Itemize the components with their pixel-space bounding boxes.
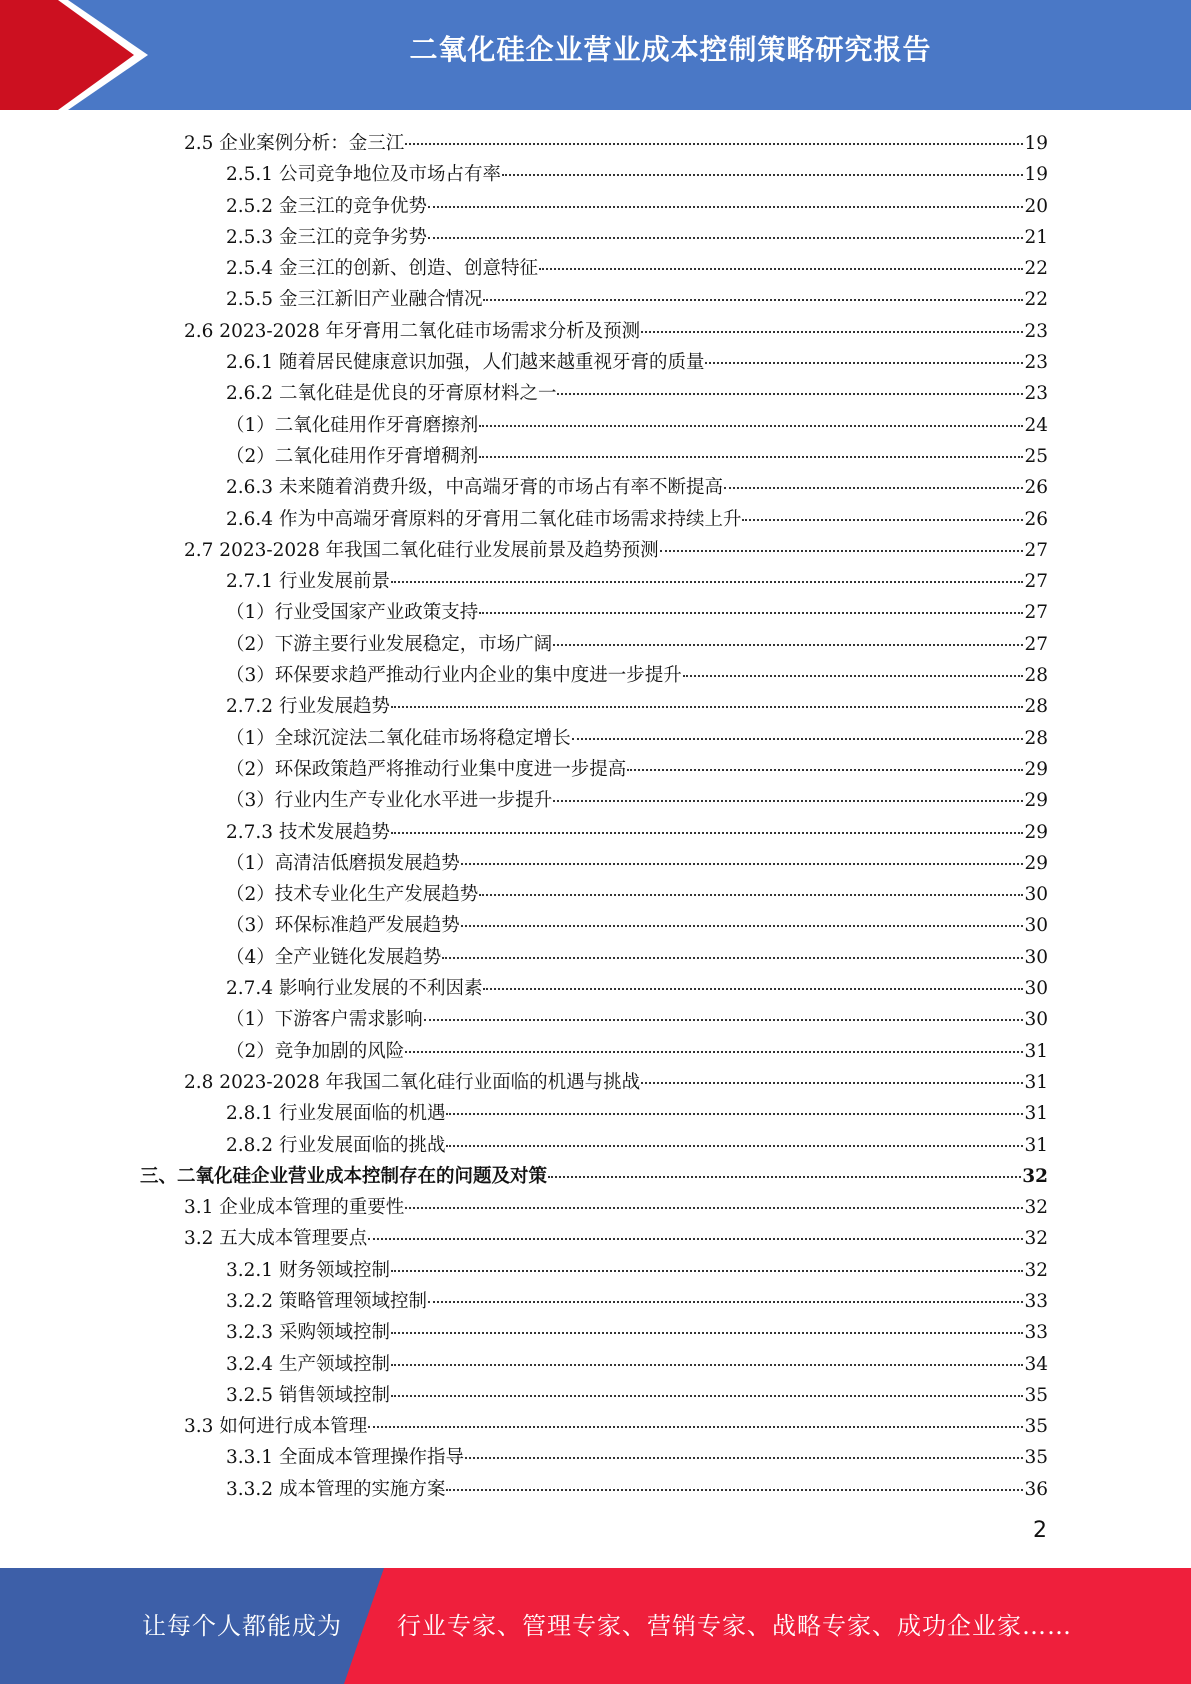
toc-leader-dots bbox=[391, 1332, 1023, 1334]
toc-leader-dots bbox=[483, 299, 1023, 301]
toc-entry-page: 27 bbox=[1024, 571, 1048, 593]
toc-leader-dots bbox=[705, 362, 1023, 364]
toc-leader-dots bbox=[461, 925, 1024, 927]
toc-entry[interactable] bbox=[140, 253, 1048, 284]
toc-entry-label: （1）全球沉淀法二氧化硅市场将稳定增长 bbox=[226, 727, 571, 749]
toc-entry-label: 3.3 如何进行成本管理 bbox=[184, 1416, 368, 1438]
toc-entry[interactable] bbox=[140, 191, 1048, 222]
toc-entry[interactable] bbox=[140, 848, 1048, 879]
toc-entry[interactable] bbox=[140, 879, 1048, 910]
table-of-contents bbox=[140, 128, 1048, 1505]
toc-leader-dots bbox=[479, 456, 1023, 458]
toc-entry-label: 2.7 2023-2028 年我国二氧化硅行业发展前景及趋势预测 bbox=[184, 539, 659, 561]
toc-entry-label: 2.8 2023-2028 年我国二氧化硅行业面临的机遇与挑战 bbox=[184, 1071, 641, 1093]
toc-entry-label: （3）行业内生产专业化水平进一步提升 bbox=[226, 790, 553, 812]
footer-slogan-right: 行业专家、管理专家、营销专家、战略专家、成功企业家…… bbox=[397, 1612, 1072, 1640]
toc-entry-page: 31 bbox=[1024, 1134, 1048, 1156]
toc-entry[interactable] bbox=[140, 785, 1048, 816]
toc-leader-dots bbox=[428, 206, 1023, 208]
toc-leader-dots bbox=[391, 581, 1023, 583]
toc-leader-dots bbox=[391, 706, 1023, 708]
toc-leader-dots bbox=[641, 1082, 1023, 1084]
toc-entry-label: （3）环保标准趋严发展趋势 bbox=[226, 915, 460, 937]
toc-leader-dots bbox=[483, 988, 1023, 990]
toc-entry-page: 36 bbox=[1024, 1478, 1048, 1500]
toc-entry-label: （3）环保要求趋严推动行业内企业的集中度进一步提升 bbox=[226, 665, 682, 687]
toc-entry-page: 28 bbox=[1024, 727, 1048, 749]
toc-entry-page: 27 bbox=[1024, 539, 1048, 561]
toc-entry[interactable] bbox=[140, 1130, 1048, 1161]
toc-entry-page: 30 bbox=[1024, 1009, 1048, 1031]
toc-entry-page: 27 bbox=[1024, 633, 1048, 655]
toc-entry[interactable] bbox=[140, 159, 1048, 190]
toc-entry-label: 2.6.2 二氧化硅是优良的牙膏原材料之一 bbox=[226, 383, 557, 405]
toc-entry[interactable] bbox=[140, 1317, 1048, 1348]
toc-entry[interactable] bbox=[140, 504, 1048, 535]
toc-entry[interactable] bbox=[140, 1255, 1048, 1286]
toc-entry[interactable] bbox=[140, 942, 1048, 973]
toc-entry[interactable] bbox=[140, 1349, 1048, 1380]
toc-entry[interactable] bbox=[140, 1067, 1048, 1098]
toc-entry-page: 32 bbox=[1024, 1197, 1048, 1219]
toc-entry-page: 32 bbox=[1022, 1165, 1048, 1187]
toc-leader-dots bbox=[446, 1489, 1023, 1491]
toc-leader-dots bbox=[553, 644, 1023, 646]
toc-entry-label: 3.2.1 财务领域控制 bbox=[226, 1259, 390, 1281]
toc-entry-page: 22 bbox=[1024, 289, 1048, 311]
toc-entry[interactable] bbox=[140, 410, 1048, 441]
toc-entry-page: 35 bbox=[1024, 1384, 1048, 1406]
toc-entry[interactable] bbox=[140, 660, 1048, 691]
toc-entry-page: 32 bbox=[1024, 1228, 1048, 1250]
toc-entry[interactable] bbox=[140, 973, 1048, 1004]
toc-entry[interactable] bbox=[140, 1411, 1048, 1442]
toc-entry-page: 29 bbox=[1024, 758, 1048, 780]
toc-entry[interactable] bbox=[140, 128, 1048, 159]
toc-entry-page: 24 bbox=[1024, 414, 1048, 436]
toc-leader-dots bbox=[405, 1207, 1023, 1209]
toc-entry-label: （1）下游客户需求影响 bbox=[226, 1009, 423, 1031]
toc-entry-label: 2.5 企业案例分析：金三江 bbox=[184, 133, 405, 154]
toc-entry[interactable] bbox=[140, 1036, 1048, 1067]
toc-entry-label: （1）二氧化硅用作牙膏磨擦剂 bbox=[226, 414, 479, 436]
toc-entry-page: 25 bbox=[1024, 445, 1048, 467]
toc-entry-page: 29 bbox=[1024, 821, 1048, 843]
toc-leader-dots bbox=[660, 550, 1024, 552]
toc-leader-dots bbox=[502, 174, 1023, 176]
toc-entry-label: 2.7.3 技术发展趋势 bbox=[226, 821, 390, 843]
toc-entry[interactable] bbox=[140, 1098, 1048, 1129]
toc-entry-page: 30 bbox=[1024, 978, 1048, 1000]
toc-leader-dots bbox=[724, 487, 1023, 489]
toc-entry-page: 19 bbox=[1024, 164, 1048, 186]
toc-leader-dots bbox=[539, 268, 1023, 270]
toc-leader-dots bbox=[446, 1145, 1023, 1147]
toc-leader-dots bbox=[553, 800, 1023, 802]
toc-leader-dots bbox=[391, 1395, 1023, 1397]
toc-leader-dots bbox=[465, 1457, 1023, 1459]
toc-entry-page: 30 bbox=[1024, 915, 1048, 937]
toc-entry-page: 26 bbox=[1024, 508, 1048, 530]
toc-entry-label: 2.5.4 金三江的创新、创造、创意特征 bbox=[226, 258, 538, 280]
toc-entry-page: 23 bbox=[1024, 383, 1048, 405]
toc-entry[interactable] bbox=[140, 347, 1048, 378]
toc-entry-page: 34 bbox=[1024, 1353, 1048, 1375]
toc-entry-page: 29 bbox=[1024, 790, 1048, 812]
toc-entry-page: 33 bbox=[1024, 1322, 1048, 1344]
toc-entry-page: 30 bbox=[1024, 946, 1048, 968]
toc-leader-dots bbox=[461, 863, 1024, 865]
toc-entry-label: 2.7.2 行业发展趋势 bbox=[226, 696, 390, 718]
toc-entry-page: 26 bbox=[1024, 477, 1048, 499]
toc-entry[interactable] bbox=[140, 1004, 1048, 1035]
toc-entry[interactable] bbox=[140, 316, 1048, 347]
toc-leader-dots bbox=[391, 1270, 1023, 1272]
toc-entry[interactable] bbox=[140, 597, 1048, 628]
toc-entry-page: 31 bbox=[1024, 1103, 1048, 1125]
toc-leader-dots bbox=[683, 675, 1024, 677]
toc-entry-label: 3.2.3 采购领域控制 bbox=[226, 1322, 390, 1344]
toc-entry-page: 29 bbox=[1024, 852, 1048, 874]
toc-entry-label: 2.5.3 金三江的竞争劣势 bbox=[226, 226, 427, 248]
toc-entry-label: （2）竞争加剧的风险 bbox=[226, 1040, 405, 1062]
toc-leader-dots bbox=[742, 519, 1023, 521]
toc-entry-label: 2.6.4 作为中高端牙膏原料的牙膏用二氧化硅市场需求持续上升 bbox=[226, 508, 742, 530]
toc-entry[interactable] bbox=[140, 1474, 1048, 1505]
toc-entry-page: 33 bbox=[1024, 1290, 1048, 1312]
toc-entry-label: 3.3.1 全面成本管理操作指导 bbox=[226, 1447, 464, 1469]
toc-entry-label: 2.7.4 影响行业发展的不利因素 bbox=[226, 978, 483, 1000]
toc-entry[interactable] bbox=[140, 535, 1048, 566]
toc-entry[interactable] bbox=[140, 472, 1048, 503]
toc-entry[interactable] bbox=[140, 222, 1048, 253]
toc-leader-dots bbox=[391, 1364, 1023, 1366]
toc-entry[interactable] bbox=[140, 723, 1048, 754]
toc-leader-dots bbox=[428, 1301, 1023, 1303]
toc-leader-dots bbox=[479, 612, 1023, 614]
toc-entry-label: 2.5.1 公司竞争地位及市场占有率 bbox=[226, 164, 501, 186]
toc-entry-page: 32 bbox=[1024, 1259, 1048, 1281]
toc-entry-page: 30 bbox=[1024, 884, 1048, 906]
toc-leader-dots bbox=[368, 1426, 1023, 1428]
toc-entry-label: 3.2.4 生产领域控制 bbox=[226, 1353, 390, 1375]
toc-entry[interactable] bbox=[140, 691, 1048, 722]
toc-entry-label: 三、二氧化硅企业营业成本控制存在的问题及对策 bbox=[140, 1165, 548, 1187]
toc-entry-label: 2.6 2023-2028 年牙膏用二氧化硅市场需求分析及预测 bbox=[184, 320, 641, 342]
toc-entry-page: 21 bbox=[1024, 226, 1048, 248]
toc-leader-dots bbox=[479, 894, 1023, 896]
toc-leader-dots bbox=[641, 331, 1023, 333]
toc-entry[interactable] bbox=[140, 1442, 1048, 1473]
toc-entry[interactable] bbox=[140, 566, 1048, 597]
toc-entry[interactable] bbox=[140, 1380, 1048, 1411]
toc-leader-dots bbox=[548, 1176, 1021, 1178]
toc-entry-page: 23 bbox=[1024, 320, 1048, 342]
header-arrow-icon bbox=[0, 0, 160, 110]
toc-leader-dots bbox=[391, 832, 1023, 834]
toc-leader-dots bbox=[557, 393, 1023, 395]
toc-entry[interactable] bbox=[140, 378, 1048, 409]
toc-entry-page: 35 bbox=[1024, 1447, 1048, 1469]
toc-entry-label: （2）二氧化硅用作牙膏增稠剂 bbox=[226, 445, 479, 467]
toc-entry-label: （4）全产业链化发展趋势 bbox=[226, 946, 442, 968]
toc-entry[interactable] bbox=[140, 754, 1048, 785]
toc-entry-page: 31 bbox=[1024, 1040, 1048, 1062]
toc-entry[interactable] bbox=[140, 1286, 1048, 1317]
toc-entry-label: （2）下游主要行业发展稳定，市场广阔 bbox=[226, 633, 553, 655]
toc-entry-page: 31 bbox=[1024, 1071, 1048, 1093]
toc-entry-page: 20 bbox=[1024, 195, 1048, 217]
toc-entry-page: 27 bbox=[1024, 602, 1048, 624]
toc-entry[interactable] bbox=[140, 284, 1048, 315]
toc-leader-dots bbox=[446, 1113, 1023, 1115]
page-footer bbox=[0, 1568, 1191, 1684]
toc-entry[interactable] bbox=[140, 817, 1048, 848]
toc-entry-label: 3.2 五大成本管理要点 bbox=[184, 1228, 368, 1250]
toc-entry-label: 2.7.1 行业发展前景 bbox=[226, 571, 390, 593]
toc-entry-page: 28 bbox=[1024, 665, 1048, 687]
toc-leader-dots bbox=[442, 957, 1023, 959]
header-title: 二氧化硅企业营业成本控制策略研究报告 bbox=[409, 33, 932, 66]
toc-entry-label: 2.6.3 未来随着消费升级，中高端牙膏的市场占有率不断提高 bbox=[226, 477, 723, 499]
toc-entry-label: 2.8.1 行业发展面临的机遇 bbox=[226, 1103, 446, 1125]
toc-entry-page: 35 bbox=[1024, 1416, 1048, 1438]
toc-entry-page: 28 bbox=[1024, 696, 1048, 718]
toc-entry-page: 23 bbox=[1024, 352, 1048, 374]
page-header bbox=[0, 0, 1191, 110]
toc-leader-dots bbox=[368, 1238, 1023, 1240]
toc-entry[interactable] bbox=[140, 441, 1048, 472]
toc-leader-dots bbox=[572, 738, 1024, 740]
toc-entry[interactable] bbox=[140, 629, 1048, 660]
toc-entry-label: （2）环保政策趋严将推动行业集中度进一步提高 bbox=[226, 758, 627, 780]
page-number: 2 bbox=[1033, 1518, 1047, 1543]
toc-entry-label: 2.6.1 随着居民健康意识加强，人们越来越重视牙膏的质量 bbox=[226, 352, 705, 374]
toc-entry-page: 19 bbox=[1024, 133, 1048, 154]
toc-entry-label: 3.3.2 成本管理的实施方案 bbox=[226, 1478, 446, 1500]
toc-entry-label: 3.2.5 销售领域控制 bbox=[226, 1384, 390, 1406]
toc-entry-label: （2）技术专业化生产发展趋势 bbox=[226, 884, 479, 906]
toc-leader-dots bbox=[428, 237, 1023, 239]
toc-entry-label: 3.2.2 策略管理领域控制 bbox=[226, 1290, 427, 1312]
toc-entry-label: 2.5.5 金三江新旧产业融合情况 bbox=[226, 289, 483, 311]
toc-entry-label: 2.5.2 金三江的竞争优势 bbox=[226, 195, 427, 217]
toc-entry-label: 2.8.2 行业发展面临的挑战 bbox=[226, 1134, 446, 1156]
toc-entry-label: 3.1 企业成本管理的重要性 bbox=[184, 1197, 405, 1219]
toc-entry[interactable] bbox=[140, 1223, 1048, 1254]
toc-entry-label: （1）高清洁低磨损发展趋势 bbox=[226, 852, 460, 874]
toc-entry[interactable] bbox=[140, 910, 1048, 941]
toc-leader-dots bbox=[405, 1051, 1023, 1053]
footer-slogan-left: 让每个人都能成为 bbox=[142, 1612, 342, 1640]
toc-leader-dots bbox=[479, 425, 1023, 427]
toc-entry-page: 22 bbox=[1024, 258, 1048, 280]
toc-leader-dots bbox=[627, 769, 1023, 771]
toc-entry[interactable] bbox=[140, 1161, 1048, 1192]
toc-leader-dots bbox=[424, 1019, 1024, 1021]
toc-entry[interactable] bbox=[140, 1192, 1048, 1223]
toc-entry-label: （1）行业受国家产业政策支持 bbox=[226, 602, 479, 624]
toc-leader-dots bbox=[405, 143, 1023, 145]
